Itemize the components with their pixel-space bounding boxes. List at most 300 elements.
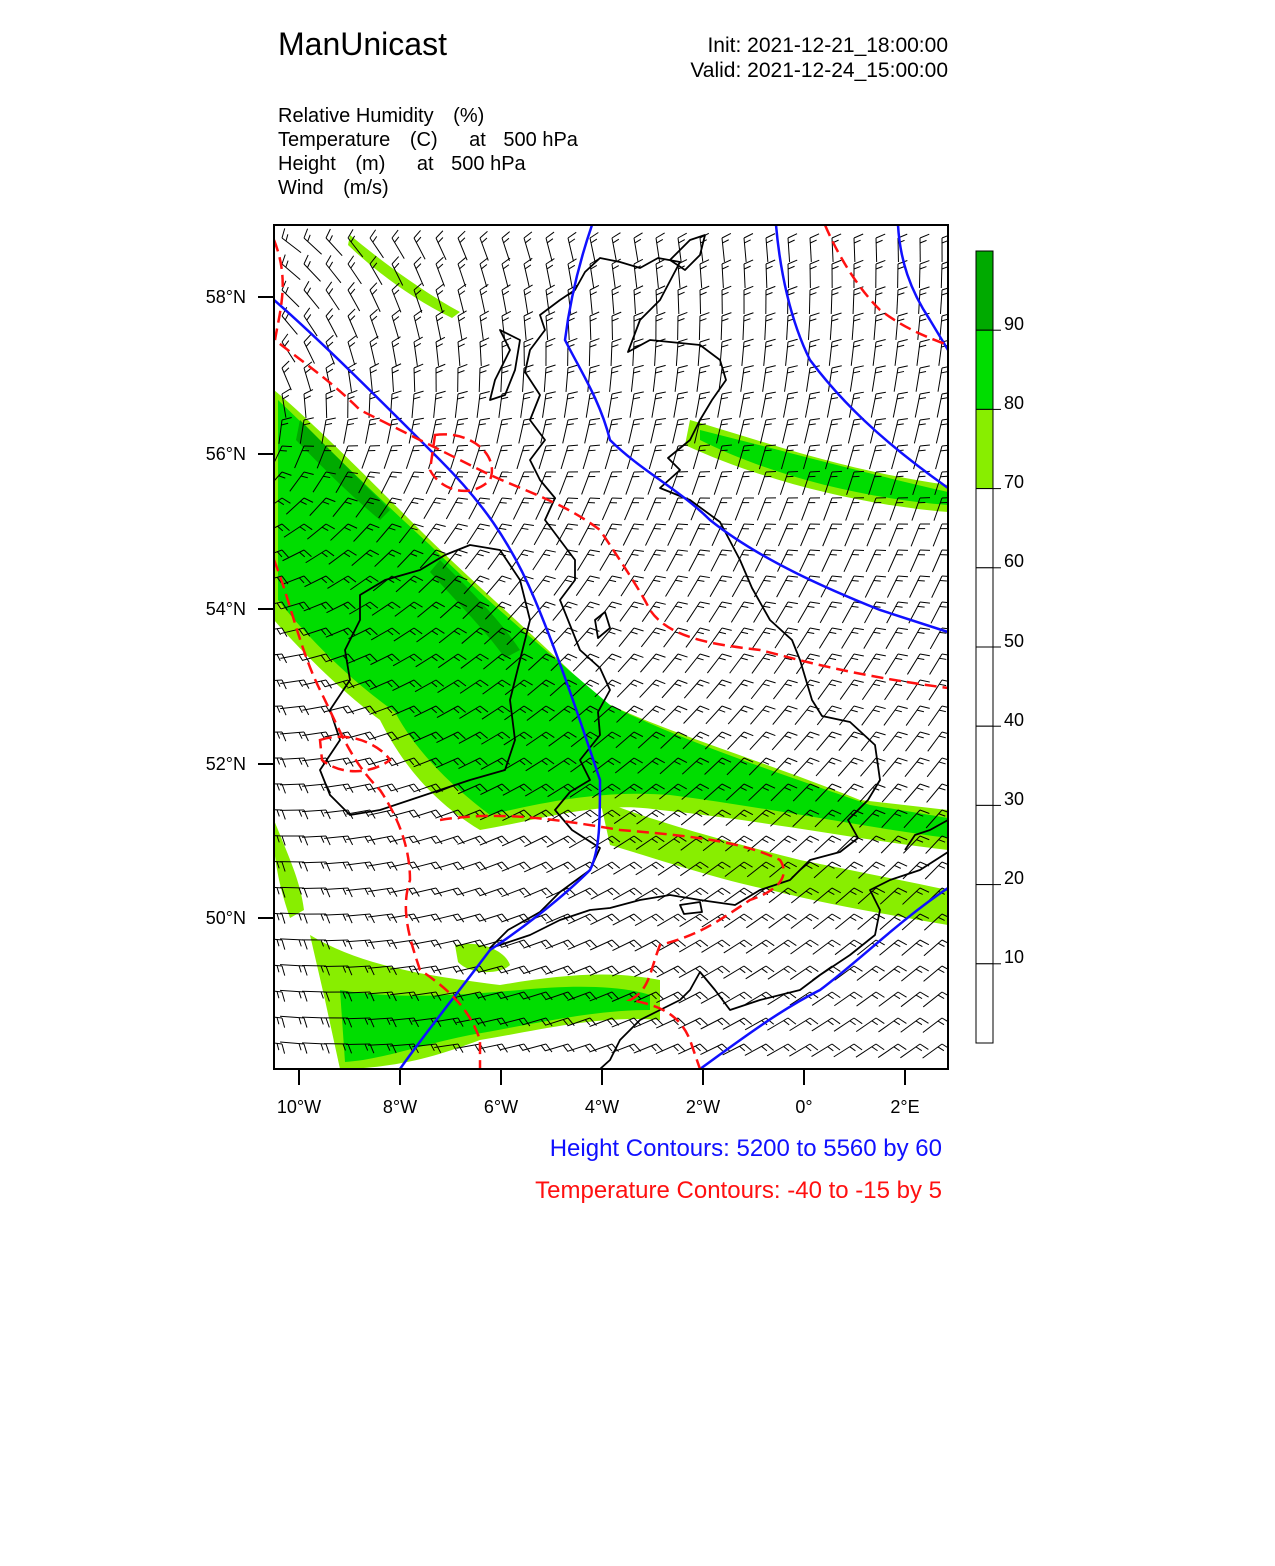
wind-barb	[797, 628, 820, 648]
colorbar-segment	[976, 885, 993, 964]
wind-barb	[495, 445, 512, 469]
wind-barb	[810, 260, 819, 288]
wind-barb	[258, 706, 286, 715]
wind-barb	[642, 602, 665, 622]
wind-barb	[370, 309, 378, 338]
wind-barb	[469, 498, 490, 519]
wind-barb	[746, 940, 774, 953]
colorbar-segment	[976, 726, 993, 805]
wind-barb	[701, 1018, 730, 1029]
wind-barb	[467, 524, 490, 544]
wind-barb	[699, 313, 709, 340]
wind-barb	[782, 419, 797, 444]
wind-barb	[365, 418, 379, 443]
wind-barb	[563, 418, 578, 443]
wind-barb	[718, 392, 732, 418]
wind-barb	[798, 602, 820, 623]
wind-barb	[779, 498, 798, 521]
wind-barb	[392, 364, 401, 392]
wind-barb	[819, 628, 841, 648]
wind-barb	[923, 1018, 951, 1033]
wind-barb	[304, 281, 319, 308]
wind-barb	[446, 498, 468, 519]
wind-barb	[723, 1018, 752, 1029]
wind-barb	[436, 257, 445, 286]
wind-barb	[908, 628, 930, 649]
wind-barb	[740, 392, 754, 418]
wind-barb	[884, 706, 908, 725]
wind-barb	[857, 992, 885, 1006]
wind-barb	[630, 392, 644, 418]
wind-barb	[414, 230, 425, 259]
wind-barb	[611, 339, 621, 366]
wind-barb	[326, 255, 341, 282]
wind-barb	[626, 472, 644, 495]
wind-barb	[556, 524, 577, 545]
wind-barb	[633, 339, 644, 366]
wind-barb	[585, 418, 600, 443]
wind-barb	[838, 758, 863, 776]
wind-barb	[851, 339, 863, 365]
wind-barb	[684, 706, 710, 723]
wind-barb	[735, 498, 754, 520]
wind-barb	[901, 966, 928, 981]
wind-barb	[871, 392, 886, 417]
wind-barb	[876, 234, 885, 262]
wind-barb	[326, 229, 342, 256]
wind-barb	[897, 287, 908, 314]
wind-barb	[834, 1018, 862, 1031]
wind-barb	[414, 364, 423, 392]
init-time: Init: 2021-12-21_18:00:00	[707, 34, 948, 57]
wind-barb	[652, 392, 666, 418]
wind-barb	[590, 312, 599, 340]
wind-barb	[544, 365, 555, 392]
wind-barb	[910, 576, 930, 598]
wind-barb	[533, 550, 556, 570]
wind-barb	[773, 680, 797, 699]
wind-barb	[613, 888, 642, 900]
wind-barb	[800, 550, 820, 572]
wind-barb	[817, 732, 842, 750]
wind-barb	[282, 228, 301, 252]
wind-barb	[823, 524, 842, 546]
wind-barb	[911, 524, 930, 546]
wind-barb	[744, 260, 753, 288]
wind-barb	[831, 287, 841, 314]
wind-barb	[942, 234, 951, 262]
wind-barb	[304, 335, 314, 364]
wind-barb	[348, 309, 357, 338]
wind-barb	[768, 940, 796, 954]
wind-barb	[858, 914, 885, 929]
field-name: Wind	[278, 177, 324, 199]
field-unit: (C)	[409, 129, 438, 151]
wind-barb	[842, 628, 864, 649]
wind-barb	[722, 260, 731, 288]
field-unit: (m/s)	[343, 177, 389, 199]
field-name: Temperature	[278, 129, 391, 151]
wind-barb	[282, 361, 291, 390]
wind-barb	[362, 446, 380, 469]
wind-barb	[480, 258, 488, 287]
wind-barb	[711, 550, 732, 571]
wind-barb	[414, 310, 422, 339]
wind-barb	[731, 602, 754, 622]
wind-barb	[812, 1044, 840, 1057]
map-plot-area	[258, 225, 952, 1069]
wind-barb	[723, 966, 752, 978]
wind-barb	[304, 229, 322, 255]
field-unit: (m)	[355, 153, 386, 175]
wind-barb	[767, 1044, 796, 1056]
lon-label-8w: 8°W	[382, 1097, 418, 1117]
wind-barb	[785, 366, 798, 392]
wind-barb	[631, 365, 643, 392]
wind-barb	[475, 418, 490, 443]
wind-barb	[392, 230, 404, 259]
wind-barb	[612, 312, 621, 340]
wind-barb	[830, 313, 841, 340]
wind-barb	[547, 836, 576, 847]
wind-barb	[846, 498, 864, 521]
wind-barb	[701, 992, 730, 1003]
wind-barb	[764, 339, 776, 366]
wind-barb	[552, 628, 578, 646]
colorbar-label-10: 10	[1004, 947, 1025, 967]
lat-label-50n: 50°N	[205, 908, 246, 928]
wind-barb	[546, 338, 555, 366]
wind-barb	[724, 940, 752, 953]
wind-barb	[559, 472, 578, 495]
wind-barb	[746, 914, 774, 928]
wind-barb	[640, 680, 666, 698]
wind-barb	[742, 339, 754, 366]
colorbar-segment	[976, 647, 993, 726]
wind-barb	[883, 758, 908, 777]
wind-barb	[707, 654, 731, 673]
wind-barb	[612, 286, 621, 314]
lon-label-0: 0°	[795, 1097, 813, 1117]
wind-barb	[865, 576, 886, 597]
wind-barb	[258, 989, 285, 1001]
wind-barb	[916, 366, 930, 392]
wind-barb	[936, 445, 952, 469]
wind-barb	[895, 340, 908, 366]
wind-barb	[870, 445, 886, 469]
wind-barb	[940, 313, 952, 340]
lon-label-4w: 4°W	[584, 1097, 620, 1117]
wind-barb	[854, 260, 863, 288]
wind-barb	[348, 336, 356, 365]
wind-barb	[750, 732, 776, 750]
wind-barb	[582, 472, 600, 495]
wind-barb	[937, 392, 952, 417]
wind-barb	[436, 311, 444, 340]
wind-barb	[258, 886, 285, 897]
wind-barb	[919, 261, 929, 288]
wind-barb	[867, 524, 886, 546]
wind-barb	[304, 255, 321, 281]
wind-barb	[879, 966, 907, 981]
wind-barb	[835, 914, 862, 929]
wind-barb	[455, 391, 467, 417]
wind-barb	[933, 524, 952, 546]
wind-barb	[706, 706, 731, 724]
wind-barb	[658, 888, 686, 901]
wind-barb	[762, 392, 776, 417]
wind-barb	[436, 231, 446, 260]
wind-barb	[936, 419, 952, 444]
wind-barb	[564, 392, 577, 418]
wind-barb	[805, 392, 819, 417]
temperature-contour	[825, 225, 948, 345]
wind-barb	[814, 836, 841, 852]
wind-barb	[840, 680, 864, 700]
wind-barb	[720, 339, 732, 366]
wind-barb	[763, 366, 776, 392]
wind-barb	[534, 524, 556, 545]
wind-barb	[414, 257, 424, 286]
wind-barb	[479, 365, 489, 392]
colorbar-label-30: 30	[1004, 789, 1025, 809]
wind-barb	[258, 628, 287, 637]
wind-barb	[940, 287, 951, 314]
wind-barb	[664, 628, 688, 647]
wind-barb	[770, 836, 797, 852]
wind-barb	[904, 784, 929, 802]
wind-barb	[663, 654, 688, 673]
field-level: 500 hPa	[451, 153, 526, 175]
wind-barb	[938, 366, 952, 392]
wind-barb	[713, 498, 732, 520]
wind-barb	[629, 419, 644, 444]
height-contour	[700, 888, 948, 1069]
wind-barb	[684, 680, 709, 698]
lon-label-2w: 2°W	[685, 1097, 721, 1117]
wind-barb	[649, 445, 666, 469]
wind-barb	[610, 365, 622, 392]
wind-barb	[847, 445, 863, 469]
wind-barb	[635, 914, 664, 926]
wind-barb	[531, 576, 555, 595]
wind-barb	[662, 680, 687, 698]
wind-barb	[480, 284, 488, 313]
wind-barb	[370, 283, 380, 312]
colorbar-segment	[976, 409, 993, 488]
wind-barb	[623, 524, 644, 545]
wind-barb	[941, 261, 951, 288]
field-name: Height	[278, 153, 336, 175]
wind-barb	[608, 392, 622, 418]
wind-barb	[766, 286, 776, 314]
wind-barb	[873, 339, 886, 365]
wind-barb	[744, 286, 753, 314]
colorbar-segment	[976, 805, 993, 884]
wind-barb	[729, 680, 754, 699]
wind-barb	[700, 286, 709, 314]
wind-barb	[863, 654, 886, 674]
wind-barb	[878, 1018, 906, 1032]
wind-barb	[746, 966, 774, 979]
wind-barb	[541, 418, 556, 443]
wind-barb	[543, 392, 556, 418]
wind-barb	[678, 286, 687, 314]
wind-barb	[818, 680, 842, 699]
wind-barb	[707, 680, 732, 698]
wind-barb	[834, 1044, 862, 1057]
wind-barb	[700, 1044, 729, 1055]
wind-barb	[502, 285, 510, 314]
wind-barb	[820, 602, 842, 623]
wind-barb	[760, 419, 775, 444]
wind-barb	[741, 366, 754, 392]
wind-barb	[923, 1044, 951, 1058]
wind-barb	[602, 498, 622, 520]
wind-barb	[783, 392, 797, 417]
wind-barb	[907, 654, 929, 674]
rh-core-southwest	[340, 987, 650, 1062]
wind-barb	[656, 312, 665, 340]
wind-barb	[856, 1044, 884, 1057]
wind-barb	[828, 366, 841, 392]
wind-barb	[901, 1018, 929, 1032]
wind-barb	[709, 602, 732, 622]
wind-barb	[920, 234, 929, 262]
wind-barb	[844, 550, 864, 572]
wind-barb	[839, 732, 864, 751]
wind-barb	[326, 308, 337, 337]
wind-barb	[656, 992, 685, 1003]
wind-barb	[678, 312, 688, 340]
colorbar-label-90: 90	[1004, 314, 1025, 334]
wind-barb	[612, 233, 620, 262]
wind-barb	[812, 992, 840, 1005]
wind-barb	[667, 550, 688, 571]
wind-barb	[688, 576, 710, 597]
rh-patch-west	[274, 820, 304, 918]
colorbar-segment	[976, 330, 993, 409]
wind-barb	[722, 286, 731, 314]
wind-barb	[661, 706, 687, 723]
wind-barb	[258, 938, 285, 950]
wind-barb	[879, 940, 906, 955]
wind-barb	[801, 524, 820, 546]
wind-barb	[618, 654, 643, 672]
height-contour	[776, 225, 948, 488]
wind-barb	[788, 260, 797, 288]
wind-barb	[910, 550, 930, 572]
wind-barb	[488, 550, 512, 569]
wind-barb	[392, 310, 400, 339]
wind-barb	[889, 524, 908, 546]
wind-barb	[524, 232, 532, 261]
wind-barb	[326, 282, 339, 310]
wind-barb	[515, 472, 534, 494]
wind-barb	[728, 732, 754, 749]
wind-barb	[807, 339, 819, 366]
wind-barb	[613, 862, 642, 874]
wind-barb	[634, 286, 643, 314]
wind-barb	[790, 1018, 818, 1031]
wind-barb	[856, 1018, 884, 1032]
model-title: ManUnicast	[278, 26, 447, 62]
wind-barb	[566, 365, 578, 392]
wind-barb	[906, 732, 930, 751]
wind-barb	[436, 364, 445, 392]
wind-barb	[924, 940, 951, 956]
wind-barb	[872, 366, 886, 392]
wind-barb	[653, 365, 665, 391]
wind-barb	[480, 311, 489, 340]
wind-barb	[772, 732, 797, 750]
wind-barb	[850, 366, 863, 392]
wind-barb	[832, 260, 841, 288]
wind-barb	[620, 602, 644, 621]
wind-barb	[546, 232, 554, 261]
wind-barb	[673, 419, 688, 444]
wind-barb	[756, 524, 776, 546]
wind-barb	[792, 836, 819, 852]
wind-barb	[480, 231, 488, 260]
wind-barb	[512, 524, 534, 545]
wind-barb	[458, 231, 467, 260]
colorbar-label-60: 60	[1004, 551, 1025, 571]
wind-barb	[822, 550, 842, 572]
wind-barb	[887, 576, 908, 598]
wind-barb	[852, 313, 863, 340]
wind-barb	[914, 419, 930, 444]
wind-barb	[368, 836, 397, 844]
wind-barb	[346, 784, 375, 792]
wind-barb	[689, 550, 710, 571]
wind-barb	[344, 418, 358, 444]
wind-barb	[810, 234, 819, 262]
wind-barb	[714, 472, 732, 495]
coastline-isle-of-wight	[680, 902, 702, 914]
wind-barb	[412, 391, 424, 418]
wind-barb	[883, 732, 907, 751]
wind-barb	[866, 550, 886, 572]
wind-barb	[590, 232, 598, 261]
wind-barb	[901, 992, 929, 1007]
wind-barb	[580, 498, 600, 520]
wind-barb	[882, 784, 907, 802]
wind-barb	[258, 1015, 284, 1027]
wind-barb	[687, 602, 710, 622]
wind-barb	[888, 550, 908, 572]
wind-barb	[282, 307, 297, 334]
colorbar-segment	[976, 568, 993, 647]
wind-barb	[641, 628, 665, 647]
wind-barb	[885, 680, 908, 700]
wind-barb	[282, 281, 299, 307]
lat-label-54n: 54°N	[205, 599, 246, 619]
wind-barb	[743, 313, 753, 340]
wind-barb	[824, 498, 842, 521]
wind-barb	[736, 472, 754, 495]
wind-barb	[561, 445, 578, 469]
wind-barb	[697, 366, 710, 392]
wind-barb	[546, 312, 555, 340]
wind-barb	[258, 680, 286, 689]
wind-barb	[924, 966, 951, 981]
wind-barb	[392, 337, 400, 366]
wind-barb	[848, 419, 863, 444]
colorbar-label-20: 20	[1004, 868, 1025, 888]
wind-barb	[413, 888, 442, 896]
wind-barb	[767, 1018, 796, 1030]
